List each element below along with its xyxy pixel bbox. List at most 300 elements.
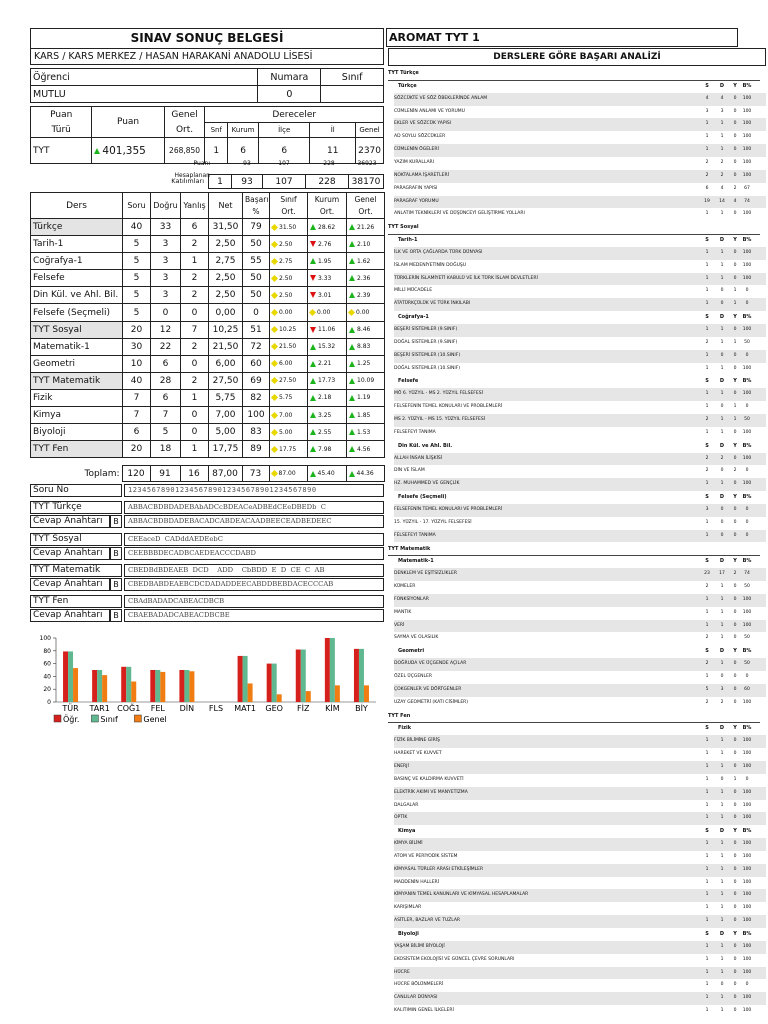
result-row: [31, 304, 385, 321]
result-kurum-value: 0.00: [317, 309, 331, 317]
participants-genel: 38170: [349, 175, 384, 189]
analysis-topic-row: [394, 273, 766, 286]
analysis-row-value: 0: [733, 905, 737, 911]
result-ders: Biyoloji: [31, 424, 123, 441]
analysis-row-value: S: [705, 378, 709, 385]
bar-fel: [155, 670, 160, 702]
equal-diamond-icon: [271, 377, 278, 384]
x-tick-label: FİZ: [297, 704, 310, 713]
analysis-topic-row: [394, 658, 766, 671]
analysis-row-value: 0: [733, 879, 737, 885]
bar-geo: [277, 694, 282, 702]
analysis-row-label: Matematik-1: [398, 558, 434, 565]
analysis-row-label: Fizik: [398, 725, 412, 732]
analysis-row-value: 100: [742, 1008, 752, 1014]
analysis-topic-row: [394, 157, 766, 170]
analysis-row-label: KÜMELER: [394, 584, 416, 590]
result-sinif-ort: [270, 270, 308, 287]
result-genel-value: 1.85: [357, 411, 371, 419]
analysis-row-label: ÇOKGENLER VE DÖRTGENLER: [394, 686, 462, 692]
analysis-row-label: MİLLİ MÜCADELE: [394, 288, 433, 294]
result-kurum-ort: [308, 236, 347, 253]
analysis-row-value: 1: [705, 211, 709, 217]
analysis-row-value: 1: [705, 596, 709, 602]
analysis-row-label: BASINÇ VE KALDIRMA KUVVETİ: [394, 776, 464, 782]
analysis-row-label: FELSEFEYİ TANIMA: [394, 532, 436, 538]
analysis-row-value: 0: [733, 853, 737, 859]
analysis-row-value: 2: [705, 699, 709, 705]
number-value: 0: [258, 86, 321, 103]
analysis-row-value: 0: [733, 159, 737, 165]
result-kurum-value: 3.25: [318, 411, 332, 419]
equal-diamond-icon: [271, 394, 278, 401]
analysis-row-value: 0: [733, 815, 737, 821]
analysis-row-value: 17: [719, 571, 725, 577]
analysis-row-label: Biyoloji: [398, 931, 419, 938]
analysis-row-value: 0: [733, 249, 737, 255]
analysis-topic-row: [394, 93, 766, 106]
analysis-row-label: MADDENİN HALLERİ: [394, 879, 439, 885]
analysis-section-header: [388, 221, 760, 235]
result-net: 5,75: [209, 389, 243, 406]
analysis-row-value: B%: [742, 237, 752, 244]
y-tick-label: 40: [43, 673, 51, 681]
analysis-row-label: Coğrafya-1: [398, 314, 429, 321]
analysis-row-value: 0: [733, 943, 737, 949]
analysis-row-value: 100: [742, 751, 752, 757]
analysis-row-value: 4: [720, 95, 724, 101]
result-dogru: 7: [151, 407, 181, 424]
score-type-label-2: Türü: [31, 123, 92, 138]
result-sinif-ort: [270, 219, 308, 236]
analysis-row-value: 0: [733, 506, 737, 512]
analysis-row-value: 0: [733, 995, 737, 1001]
legend-swatch: [54, 715, 61, 722]
analysis-row-value: 0: [745, 776, 749, 782]
equal-diamond-icon: [271, 224, 278, 231]
analysis-row-value: 100: [742, 95, 752, 101]
analysis-row-value: 1: [720, 429, 724, 435]
analysis-row-value: 100: [742, 892, 752, 898]
result-dogru: 6: [151, 389, 181, 406]
analysis-row-value: 3: [720, 108, 724, 114]
analysis-row-value: 1: [705, 365, 709, 371]
result-soru: 40: [123, 219, 151, 236]
analysis-row-value: 1: [720, 391, 724, 397]
analysis-row-value: B%: [742, 442, 752, 449]
analysis-row-label: AD SOYLU SÖZCÜKLER: [394, 134, 446, 140]
analysis-row-value: 0: [733, 584, 737, 590]
analysis-row-value: 0: [733, 275, 737, 281]
result-sinif-ort: [270, 424, 308, 441]
analysis-topic-row: [394, 247, 766, 260]
result-sinif-value: 2.50: [279, 240, 293, 248]
analysis-row-label: FONKSİYONLAR: [394, 596, 429, 602]
y-tick-label: 100: [39, 635, 51, 642]
analysis-row-value: 100: [742, 866, 752, 872]
result-soru: 20: [123, 321, 151, 338]
analysis-row-value: 50: [744, 416, 750, 422]
analysis-row-label: PARAGRAFIN YAPISI: [394, 185, 438, 191]
result-sinif-ort: [270, 287, 308, 304]
analysis-row-value: B%: [742, 314, 752, 321]
total-sinif: [269, 466, 307, 482]
analysis-row-value: Y: [733, 828, 737, 835]
analysis-row-label: Geometri: [398, 648, 425, 655]
rank-sub-il: İl: [310, 123, 356, 138]
analysis-row-label: TYT Türkçe: [388, 70, 419, 76]
result-soru: 5: [123, 287, 151, 304]
analysis-row-label: DOĞRUDA VE ÜÇGENDE AÇILAR: [394, 661, 467, 667]
analysis-row-value: 1: [720, 262, 724, 268]
analysis-section-header: [388, 67, 760, 81]
total-kurum-value: 45.40: [317, 470, 335, 477]
analysis-row-value: 0: [733, 365, 737, 371]
analysis-topic-row: [394, 992, 766, 1005]
analysis-row-value: 1: [705, 969, 709, 975]
analysis-section-header: [388, 543, 760, 557]
rank-sub-kurum: Kurum: [228, 123, 259, 138]
result-genel-ort: [347, 441, 385, 458]
analysis-row-value: 100: [742, 327, 752, 333]
x-tick-label: KİM: [325, 704, 340, 713]
analysis-row-value: B%: [742, 648, 752, 655]
analysis-row-value: 1: [720, 121, 724, 127]
result-genel-ort: [347, 219, 385, 236]
analysis-row-value: 0: [733, 738, 737, 744]
analysis-row-label: SÖZCÜKTE VE SÖZ ÖBEKLERİNDE ANLAM: [394, 95, 488, 101]
analysis-row-value: 1: [705, 249, 709, 255]
result-kurum-value: 1.95: [318, 257, 332, 265]
analysis-row-value: 100: [742, 147, 752, 153]
analysis-row-value: 0: [733, 262, 737, 268]
analysis-row-value: 1: [705, 288, 709, 294]
analysis-row-value: 2: [705, 455, 709, 461]
analysis-row-value: 100: [742, 995, 752, 1001]
result-net: 21,50: [209, 338, 243, 355]
analysis-row-value: 1: [720, 815, 724, 821]
analysis-topic-row: [394, 401, 766, 414]
result-kurum-ort: [308, 253, 347, 270]
result-genel-value: 10.09: [357, 377, 375, 385]
result-dogru: 3: [151, 253, 181, 270]
analysis-topic-row: [394, 388, 766, 401]
analysis-row-value: 14: [719, 198, 725, 204]
analysis-topic-row: [394, 774, 766, 787]
result-genel-ort: [347, 389, 385, 406]
up-arrow-icon: [310, 446, 316, 452]
y-tick-label: 0: [47, 699, 51, 706]
dereceler-label: Dereceler: [205, 107, 384, 123]
results-table: [30, 192, 385, 458]
total-table: [30, 465, 385, 482]
success-bar-chart: [30, 630, 384, 760]
result-yanlis: 7: [181, 321, 209, 338]
computed-ilce: 107: [278, 160, 290, 167]
analysis-row-value: 1: [720, 635, 724, 641]
result-basari: 69: [243, 372, 270, 389]
analysis-row-value: 0: [733, 661, 737, 667]
result-sinif-value: 5.00: [279, 428, 293, 436]
result-soru: 40: [123, 372, 151, 389]
result-net: 17,75: [209, 441, 243, 458]
col-sinif-ort: Sınıf Ort.: [270, 193, 308, 219]
result-sinif-value: 5.75: [279, 394, 293, 402]
analysis-row-value: 0: [720, 288, 724, 294]
analysis-row-value: 0: [745, 674, 749, 679]
result-basari: 100: [243, 407, 270, 424]
analysis-topic-row: [394, 838, 766, 851]
down-arrow-icon: [310, 292, 316, 298]
analysis-row-value: 4: [733, 198, 737, 204]
analysis-row-value: 0: [720, 352, 724, 358]
result-sinif-ort: [270, 389, 308, 406]
equal-diamond-icon: [270, 470, 277, 477]
answer-block-name: TYT Sosyal: [30, 533, 122, 546]
analysis-row-value: Y: [733, 648, 737, 655]
bar-coğ1: [121, 667, 126, 702]
result-sinif-value: 6.00: [279, 360, 293, 368]
analysis-topic-row: [394, 954, 766, 967]
analysis-row-value: 0: [733, 327, 737, 333]
participants-label: Katılımları: [171, 177, 204, 185]
bar-tür: [73, 668, 78, 702]
genel-ort-label: Genel: [164, 107, 205, 123]
analysis-row-value: 1: [705, 352, 709, 358]
y-tick-label: 60: [43, 660, 51, 668]
analysis-topic-row: [394, 864, 766, 877]
result-sinif-value: 2.75: [279, 257, 293, 265]
analysis-row-value: 1: [705, 481, 709, 487]
up-arrow-icon: [310, 344, 316, 350]
analysis-row-label: FELSEFENİN TEMEL KONULARI VE PROBLEMLERİ: [394, 404, 503, 410]
result-sinif-value: 7.00: [279, 411, 293, 419]
analysis-row-label: DENKLEM VE EŞİTSİZLİKLER: [394, 571, 457, 577]
analysis-row-value: B%: [742, 82, 752, 89]
result-net: 7,00: [209, 407, 243, 424]
participants-table: [208, 174, 384, 189]
analysis-row-label: KİMYANIN TEMEL KANUNLARI VE KİMYASAL HESAPLAMALAR: [394, 892, 529, 898]
analysis-row-label: Türkçe: [398, 82, 417, 89]
bar-tar1: [97, 670, 102, 702]
analysis-row-label: ENERJİ: [394, 763, 409, 769]
col-genel-ort: Genel Ort.: [347, 193, 385, 219]
total-kurum: [307, 466, 346, 482]
result-yanlis: 2: [181, 372, 209, 389]
result-kurum-value: 3.01: [318, 291, 332, 299]
header-title-box: [30, 28, 384, 48]
analysis-row-value: 74: [744, 571, 750, 577]
analysis-row-value: 100: [742, 956, 752, 962]
analysis-topic-row: [394, 517, 766, 530]
bar-di̇n: [179, 670, 184, 702]
result-genel-ort: [347, 287, 385, 304]
analysis-topic-row: [394, 851, 766, 864]
legend-label: Öğr.: [63, 715, 80, 724]
analysis-row-label: TYT Fen: [388, 712, 411, 719]
analysis-row-value: B%: [742, 378, 752, 385]
up-arrow-icon: [349, 241, 355, 247]
analysis-row-value: 100: [742, 879, 752, 885]
result-row: [31, 441, 385, 458]
analysis-topic-row: [394, 607, 766, 620]
analysis-row-value: 1: [720, 918, 724, 924]
up-arrow-icon: [310, 378, 316, 384]
analysis-row-label: HÜCRE BÖLÜNMELERİ: [394, 982, 444, 988]
analysis-subject-header: [398, 825, 768, 838]
analysis-row-value: Y: [733, 442, 737, 449]
student-label: Öğrenci: [31, 69, 258, 86]
bar-mat1: [248, 683, 253, 702]
analysis-row-value: 6: [705, 185, 709, 191]
analysis-row-label: MS 2. YÜZYIL - MS 15. YÜZYIL FELSEFESİ: [394, 416, 486, 422]
result-ders: Felsefe (Seçmeli): [31, 304, 123, 321]
analysis-row-value: 2: [705, 584, 709, 590]
result-basari: 79: [243, 219, 270, 236]
total-dogru: 91: [150, 466, 180, 482]
analysis-row-value: S: [705, 828, 709, 835]
analysis-row-value: 1: [705, 982, 709, 988]
analysis-row-value: 0: [745, 468, 749, 474]
analysis-row-value: 1: [705, 147, 709, 153]
analysis-row-value: 4: [720, 185, 724, 191]
analysis-row-value: 100: [742, 134, 752, 140]
bar-di̇n: [189, 671, 194, 702]
booklet-letter: B: [110, 578, 122, 591]
result-sinif-ort: [270, 236, 308, 253]
analysis-row-value: 1: [705, 802, 709, 808]
col-yanlis: Yanlış: [181, 193, 209, 219]
analysis-row-value: 0: [733, 1008, 737, 1014]
analysis-topic-row: [394, 620, 766, 633]
result-net: 27,50: [209, 372, 243, 389]
equal-diamond-icon: [271, 360, 278, 367]
analysis-row-label: HÜCRE: [394, 969, 410, 975]
result-kurum-value: 17.73: [318, 377, 336, 385]
analysis-topic-row: [394, 877, 766, 890]
result-yanlis: 0: [181, 355, 209, 372]
analysis-row-value: 0: [733, 622, 737, 628]
bar-tür: [63, 651, 68, 702]
analysis-row-label: DALGALAR: [394, 802, 419, 808]
analysis-row-label: KARIŞIMLAR: [394, 905, 422, 911]
analysis-topic-row: [394, 504, 766, 517]
score-cell: [92, 138, 164, 164]
result-genel-ort: [347, 407, 385, 424]
result-row: [31, 389, 385, 406]
score-table: [30, 106, 384, 164]
analysis-title: DERSLERE GÖRE BAŞARI ANALİZİ: [493, 52, 661, 62]
total-yanlis: 16: [180, 466, 208, 482]
result-soru: 10: [123, 355, 151, 372]
analysis-row-label: PARAGRAF YORUMU: [394, 198, 439, 204]
down-arrow-icon: [310, 327, 316, 333]
result-basari: 50: [243, 287, 270, 304]
analysis-topic-row: [394, 208, 766, 221]
analysis-row-value: 1: [705, 815, 709, 821]
result-genel-value: 4.56: [357, 445, 371, 453]
rank-sub-ilce: İlçe: [258, 123, 309, 138]
analysis-row-value: 2: [720, 159, 724, 165]
up-arrow-icon: [349, 292, 355, 298]
result-dogru: 6: [151, 355, 181, 372]
result-soru: 6: [123, 424, 151, 441]
result-kurum-ort: [308, 441, 347, 458]
bar-bi̇y: [364, 685, 369, 702]
answer-key-label: Cevap Anahtarı: [30, 515, 110, 528]
up-arrow-icon: [310, 224, 316, 230]
analysis-row-value: B%: [742, 828, 752, 835]
analysis-row-value: 0: [733, 956, 737, 962]
exam-title-box: [386, 28, 738, 47]
analysis-row-label: KİMYA BİLİMİ: [394, 841, 423, 847]
score-type: TYT: [31, 138, 92, 164]
bar-bi̇y: [354, 649, 359, 702]
analysis-row-value: Y: [733, 725, 737, 732]
analysis-row-value: 1: [733, 776, 737, 782]
analysis-row-value: 100: [742, 262, 752, 268]
analysis-row-label: NOKTALAMA İŞARETLERİ: [394, 172, 449, 178]
analysis-row-value: 0: [745, 288, 749, 294]
analysis-row-value: 1: [705, 905, 709, 911]
student-answers: ABBACBDBDADEBAbADCcBDEACeADBEdCEeDBEDb C: [124, 501, 384, 514]
down-arrow-icon: [310, 275, 316, 281]
analysis-row-value: 100: [742, 969, 752, 975]
result-basari: 82: [243, 389, 270, 406]
result-kurum-value: 7.98: [318, 445, 332, 453]
analysis-row-value: 0: [720, 776, 724, 782]
analysis-row-value: 1: [705, 327, 709, 333]
analysis-row-label: OPTİK: [394, 815, 408, 821]
analysis-row-value: D: [719, 314, 725, 321]
result-basari: 0: [243, 304, 270, 321]
analysis-row-label: ANLATIM TEKNİKLERİ VE DÜŞÜNCEYİ GELİŞTİRME YOLLARI: [394, 211, 525, 217]
analysis-row-value: 67: [744, 185, 750, 191]
analysis-row-value: 1: [705, 776, 709, 782]
analysis-row-value: 1: [733, 416, 737, 422]
analysis-row-label: BEŞERİ SİSTEMLER (10.SINIF): [394, 352, 461, 358]
result-sinif-value: 31.50: [279, 223, 297, 231]
analysis-row-value: 100: [742, 429, 752, 435]
participants-il: 228: [306, 175, 349, 189]
result-dogru: 3: [151, 236, 181, 253]
analysis-row-value: 1: [720, 841, 724, 847]
equal-diamond-icon: [271, 326, 278, 333]
result-genel-value: 1.19: [357, 394, 371, 402]
result-sinif-ort: [270, 304, 308, 321]
result-soru: 30: [123, 338, 151, 355]
analysis-row-value: 1: [720, 866, 724, 872]
legend-label: Sınıf: [100, 715, 118, 724]
analysis-topic-row: [394, 183, 766, 196]
analysis-topic-row: [394, 902, 766, 915]
result-sinif-value: 2.50: [279, 291, 293, 299]
analysis-row-value: 1: [720, 969, 724, 975]
analysis-row-value: 100: [742, 596, 752, 602]
analysis-row-value: 2: [733, 185, 737, 191]
soru-no-label: Soru No: [30, 484, 122, 497]
analysis-row-value: 1: [705, 391, 709, 397]
analysis-row-value: 1: [720, 789, 724, 795]
analysis-row-value: 19: [704, 198, 710, 204]
analysis-row-value: 0: [733, 635, 737, 641]
analysis-row-label: EKLER VE SÖZCÜK YAPISI: [394, 121, 452, 127]
analysis-row-value: 0: [733, 147, 737, 153]
analysis-row-value: 0: [745, 982, 749, 988]
analysis-row-value: Y: [733, 237, 737, 244]
analysis-row-value: Y: [733, 82, 737, 89]
rank-sub-snf: Snf: [205, 123, 228, 138]
